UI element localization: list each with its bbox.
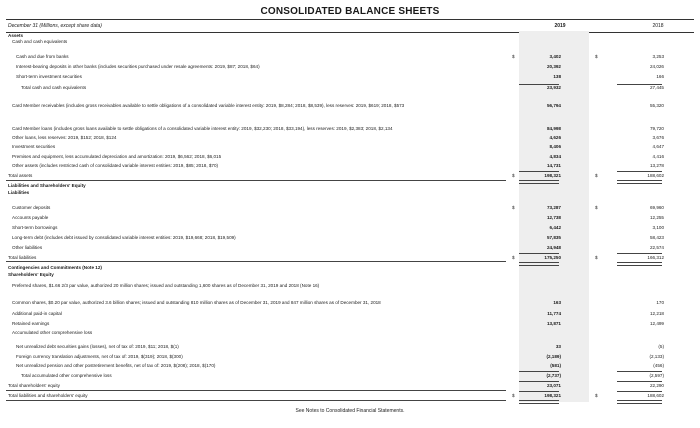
line-item-label: Short-term investment securities: [16, 74, 82, 79]
label-underline-rule: [6, 400, 506, 401]
value-2018: 69,960: [649, 205, 664, 210]
value-2018: 12,218: [649, 311, 664, 316]
dollar-sign-2019: $: [512, 393, 515, 398]
value-2019: 198,321: [544, 393, 561, 398]
value-2019: 198,321: [544, 173, 561, 178]
line-item-label: Preferred shares, $1.66 2/3 par value, authorized 20 million shares; issued and outstanding 1,600 shares as of December 31, 2019 and 2018 (Note 16): [12, 283, 320, 288]
line-item-label: Retained earnings: [12, 321, 50, 326]
dollar-sign-2018: $: [595, 173, 598, 178]
value-2019: 13,871: [546, 321, 561, 326]
label-underline-rule: [6, 261, 506, 262]
line-item-label: Investment securities: [12, 144, 56, 149]
line-item-label: Other liabilities: [12, 245, 43, 250]
line-item-label: Assets: [8, 33, 24, 38]
value-2018: 3,253: [652, 54, 664, 59]
value-2018: (5): [658, 344, 664, 349]
value-2019: 11,774: [547, 311, 561, 316]
column-header-row: [6, 19, 694, 33]
label-underline-rule: [6, 180, 506, 181]
line-item-label: Other loans, less reserves: 2019, $152; 2018, $124: [12, 135, 117, 140]
value-2019: 6,442: [549, 225, 561, 230]
dollar-sign-2019: $: [512, 255, 515, 260]
value-2018: 4,416: [652, 154, 664, 159]
line-item-label: Common shares, $0.20 par value, authorized 3.6 billion shares; issued and outstanding 810 million shares as of December 31, 2019 and 847 million shares as of December 31, 2018: [12, 300, 381, 305]
dollar-sign-2018: $: [595, 54, 598, 59]
line-item-label: Long-term debt (includes debt issued by consolidated variable interest entities: 2019, $19,668; 2018, $19,509): [12, 235, 236, 240]
line-item-label: Liabilities: [8, 190, 30, 195]
subtotal-rule: [519, 391, 559, 392]
line-item-label: Net unrealized pension and other postretirement benefits, net of tax of: 2019, $(208); 2018, $(170): [16, 363, 216, 368]
total-double-rule: [617, 262, 662, 266]
line-item-label: Total shareholders' equity: [8, 383, 60, 388]
subtotal-rule: [519, 171, 559, 172]
footnote: See Notes to Consolidated Financial Statements.: [295, 408, 405, 414]
value-2019: 175,250: [544, 255, 561, 260]
subtotal-rule: [617, 371, 662, 372]
line-item-label: Total liabilities and shareholders' equity: [8, 393, 88, 398]
dollar-sign-2019: $: [512, 173, 515, 178]
value-2019: 24,948: [546, 245, 561, 250]
subtotal-rule: [617, 391, 662, 392]
line-item-label: Contingencies and Commitments (Note 12): [8, 265, 102, 270]
year-2018-header: 2018: [652, 23, 664, 29]
subtotal-rule: [617, 253, 662, 254]
value-2019: 163: [553, 300, 561, 305]
line-item-label: Total accumulated other comprehensive loss: [21, 373, 112, 378]
dollar-sign-2019: $: [512, 54, 515, 59]
dollar-sign-2018: $: [595, 393, 598, 398]
value-2018: 12,255: [649, 215, 664, 220]
value-2019: (2,737): [546, 373, 561, 378]
value-2019: 57,835: [546, 235, 561, 240]
year-2019-header: 2019: [554, 23, 566, 29]
line-item-label: Interest-bearing deposits in other banks (includes securities purchased under resale agreements: 2019, $87; 2018, $64): [16, 64, 260, 69]
value-2018: 22,574: [649, 245, 664, 250]
value-2018: 3,100: [652, 225, 664, 230]
line-item-label: Total liabilities: [8, 255, 37, 260]
subtotal-rule: [519, 371, 559, 372]
value-2019: (581): [550, 363, 561, 368]
subtotal-rule: [617, 171, 662, 172]
line-item-label: Accounts payable: [12, 215, 49, 220]
value-2018: 188,602: [647, 393, 664, 398]
value-2018: 55,320: [649, 103, 664, 108]
value-2018: 79,720: [649, 126, 664, 131]
value-2019: 20,392: [546, 64, 561, 69]
value-2018: (2,133): [649, 354, 664, 359]
line-item-label: Net unrealized debt securities gains (losses), net of tax of: 2019, $11; 2018, $(1): [16, 344, 179, 349]
total-double-rule: [519, 400, 559, 404]
value-2018: 170: [656, 300, 664, 305]
value-2018: 22,290: [649, 383, 664, 388]
line-item-label: Foreign currency translation adjustments, net of tax of: 2019, $(319); 2018, $(300): [16, 354, 183, 359]
value-2018: 166,312: [647, 255, 664, 260]
line-item-label: Short-term borrowings: [12, 225, 58, 230]
total-double-rule: [519, 262, 559, 266]
value-2019: 14,731: [546, 163, 561, 168]
value-2018: (2,597): [649, 373, 664, 378]
value-2018: 12,499: [649, 321, 664, 326]
total-double-rule: [617, 180, 662, 184]
value-2019: 138: [553, 74, 561, 79]
value-2019: 4,626: [549, 135, 561, 140]
statement-title: CONSOLIDATED BALANCE SHEETS: [260, 6, 440, 17]
line-item-label: Premises and equipment, less accumulated depreciation and amortization: 2019, $6,562; 2018, $6,015: [12, 154, 222, 159]
value-2018: 24,026: [649, 64, 664, 69]
value-2018: 188,602: [647, 173, 664, 178]
line-item-label: Other assets (includes restricted cash of consolidated variable interest entities: 2019, $85; 2018, $70): [12, 163, 219, 168]
value-2018: 3,676: [652, 135, 664, 140]
value-2018: 13,278: [649, 163, 664, 168]
value-2019: 8,406: [549, 144, 561, 149]
dollar-sign-2018: $: [595, 205, 598, 210]
line-item-label: Liabilities and Shareholders' Equity: [8, 183, 86, 188]
value-2019: 3,402: [549, 54, 561, 59]
subtotal-rule: [519, 381, 559, 382]
line-item-label: Card Member receivables (includes gross receivables available to settle obligations of a consolidated variable interest entity: 2019, $8,284; 2018, $8,539), less reserves: 2019, $619; 2018, $573: [12, 103, 405, 108]
total-double-rule: [617, 400, 662, 404]
value-2018: 27,445: [649, 85, 664, 90]
period-label: December 31 (Millions, except share data): [8, 23, 102, 29]
dollar-sign-2019: $: [512, 205, 515, 210]
label-underline-rule: [6, 390, 506, 391]
subtotal-rule: [519, 84, 559, 85]
line-item-label: Total cash and cash equivalents: [21, 85, 87, 90]
value-2019: 4,834: [549, 154, 561, 159]
subtotal-rule: [617, 381, 662, 382]
dollar-sign-2018: $: [595, 255, 598, 260]
line-item-label: Additional paid-in capital: [12, 311, 62, 316]
value-2019: 56,794: [546, 103, 561, 108]
value-2018: 4,647: [652, 144, 664, 149]
line-item-label: Accumulated other comprehensive loss: [12, 330, 93, 335]
value-2018: 58,423: [649, 235, 664, 240]
total-double-rule: [519, 180, 559, 184]
value-2018: (456): [653, 363, 664, 368]
value-2019: (2,189): [546, 354, 561, 359]
line-item-label: Customer deposits: [12, 205, 51, 210]
value-2019: 23,932: [546, 85, 561, 90]
line-item-label: Shareholders' Equity: [8, 272, 54, 277]
line-item-label: Card Member loans (includes gross loans available to settle obligations of a consolidated variable interest entity: 2019, $32,230; 2018, $33,194), less reserves: 2019, $2,383; 2018, $2,134: [12, 126, 393, 131]
value-2019: 23,071: [546, 383, 561, 388]
line-item-label: Total assets: [8, 173, 33, 178]
value-2019: 12,738: [546, 215, 561, 220]
value-2019: 73,287: [546, 205, 561, 210]
subtotal-rule: [617, 84, 662, 85]
line-item-label: Cash and due from banks: [16, 54, 69, 59]
value-2019: 84,998: [546, 126, 561, 131]
subtotal-rule: [519, 253, 559, 254]
value-2018: 166: [656, 74, 664, 79]
line-item-label: Cash and cash equivalents: [12, 39, 68, 44]
value-2019: 33: [555, 344, 561, 349]
